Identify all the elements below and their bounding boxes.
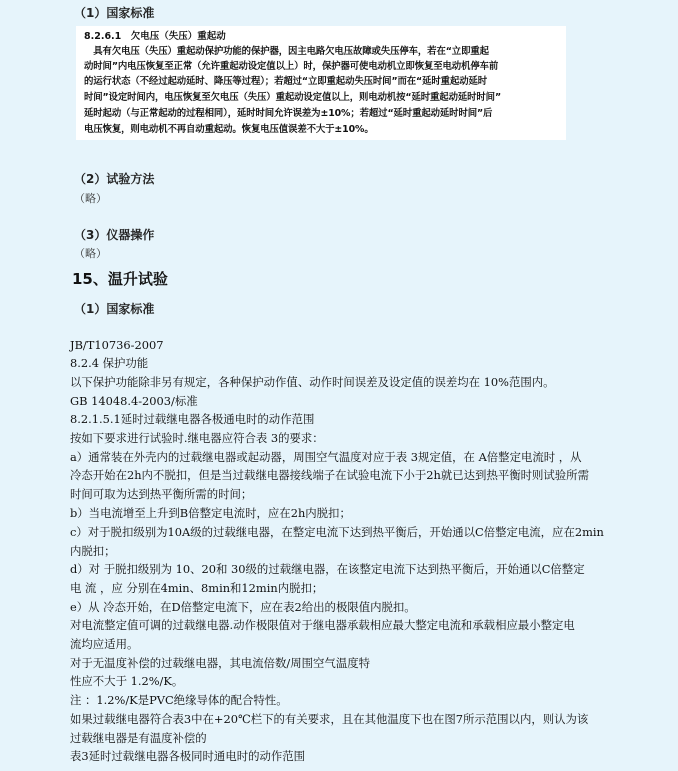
body-line: c）对于脱扣级别为10A级的过载继电器，在整定电流下达到热平衡后，开始通以C倍整定电流，应在2min: [70, 525, 604, 539]
body-line: 对于无温度补偿的过载继电器，其电流倍数/周围空气温度特: [70, 656, 370, 670]
excerpt-line: 的运行状态（不经过起动延时、降压等过程）；若超过“立即重起动失压时间”而在“延时重起动延时: [84, 76, 488, 87]
standard-heading-15: （1）国家标准: [74, 302, 155, 316]
body-line: 注 ：1.2%/K是PVC绝缘导体的配合特性。: [70, 693, 288, 707]
body-line: 时间可取为达到热平衡所需的时间；: [70, 487, 253, 501]
test-method-text: （略）: [74, 192, 107, 205]
excerpt-line: 具有欠电压（失压）重起动保护功能的保护器，因主电路欠电压故障或失压停车，若在“立即重起: [84, 46, 489, 57]
body-line: 8.2.1.5.1延时过载继电器各极通电时的动作范围: [70, 412, 315, 426]
body-line: 对电流整定值可调的过载继电器.动作极限值对于继电器承载相应最大整定电流和承载相应最小整定电: [70, 618, 575, 632]
standard-excerpt-image: [76, 26, 566, 140]
instrument-operation-heading: （3）仪器操作: [74, 228, 155, 242]
body-line: 流均应适用。: [70, 637, 139, 651]
section-title: 15、温升试验: [72, 270, 168, 288]
test-method-heading: （2）试验方法: [74, 172, 155, 186]
body-line: d）对 于脱扣级别为 10、20和 30级的过载继电器，在该整定电流下达到热平衡后，开始通以C倍整定: [70, 562, 585, 576]
body-line: JB/T10736-2007: [70, 338, 164, 352]
body-line: 内脱扣；: [70, 544, 116, 558]
body-line: 过载继电器是有温度补偿的: [70, 731, 207, 745]
body-line: 8.2.4 保护功能: [70, 356, 149, 370]
body-line: 性应不大于 1.2%/K。: [70, 674, 184, 688]
body-line: GB 14048.4-2003/标准: [70, 394, 198, 408]
body-line: 冷态开始在2h内不脱扣，但是当过载继电器接线端子在试验电流下小于2h就已达到热平衡时则试验所需: [70, 468, 589, 482]
excerpt-line: 动时间”内电压恢复至正常（允许重起动设定值以上）时，保护器可使电动机立即恢复至电动机停车前: [84, 61, 499, 72]
body-line: b）当电流增至上升到B倍整定电流时，应在2h内脱扣；: [70, 506, 351, 520]
excerpt-line: 电压恢复，则电动机不再自动重起动。恢复电压值误差不大于±10%。: [84, 124, 374, 135]
body-line: e）从 冷态开始，在D倍整定电流下，应在表2给出的极限值内脱扣。: [70, 600, 416, 614]
excerpt-line: 时间”设定时间内，电压恢复至欠电压（失压）重起动设定值以上，则电动机按“延时重起动延时时间”: [84, 92, 502, 103]
body-line: a）通常装在外壳内的过载继电器或起动器，周围空气温度对应于表 3规定值，在 A倍整定电流时 ，从: [70, 450, 582, 464]
body-line: 以下保护功能除非另有规定，各种保护动作值、动作时间误差及设定值的误差均在 10%范围内。: [70, 375, 555, 389]
standard-heading: （1）国家标准: [74, 6, 155, 20]
instrument-operation-text: （略）: [74, 247, 107, 260]
excerpt-line: 延时起动（与正常起动的过程相同），延时时间允许误差为±10%；若超过“延时重起动延时时间”后: [84, 108, 493, 119]
body-line: 如果过载继电器符合表3中在+20℃栏下的有关要求，且在其他温度下也在图7所示范围以内，则认为该: [70, 712, 589, 726]
body-line: 表3延时过载继电器各极同时通电时的动作范围: [70, 749, 306, 763]
clause-title: 8.2.6.1 欠电压（失压）重起动: [84, 31, 226, 42]
body-line: 电 流 ，应 分别在4min、8min和12min内脱扣；: [70, 581, 324, 595]
body-line: 按如下要求进行试验时.继电器应符合表 3的要求：: [70, 431, 324, 445]
